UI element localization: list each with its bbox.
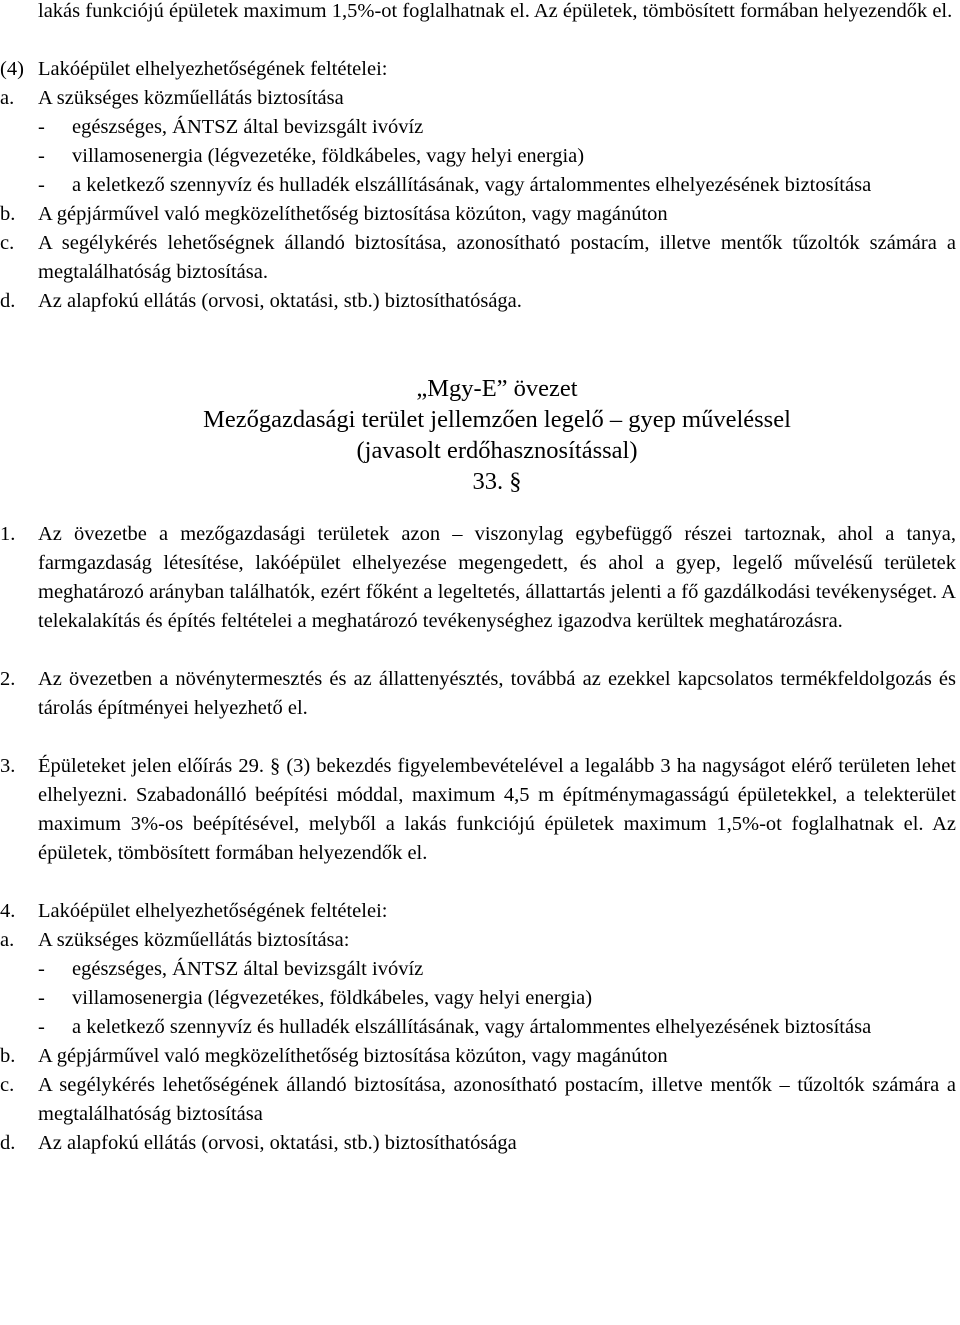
dash-item xyxy=(38,142,956,171)
list-label: b. xyxy=(0,1045,16,1067)
point-title: Lakóépület elhelyezhetőségének feltételei: xyxy=(38,58,388,80)
list-item-b xyxy=(0,200,956,229)
list-text: A szükséges közműellátás biztosítása: xyxy=(38,929,350,951)
dash-text: egészséges, ÁNTSZ által bevizsgált ivóvíz xyxy=(72,958,424,980)
point-label: (4) xyxy=(0,58,24,80)
list-label: d. xyxy=(0,290,16,312)
dash-marker: - xyxy=(38,145,45,167)
list-item-c xyxy=(0,229,956,287)
paragraph-continuation: lakás funkciójú épületek maximum 1,5%-ot foglalhatnak el. Az épületek, tömbösített formában helyezendők el. xyxy=(38,0,953,22)
list-item-d xyxy=(0,287,956,316)
list-label: a. xyxy=(0,929,15,951)
list-item-b xyxy=(0,1042,956,1071)
section-3 xyxy=(0,752,956,868)
section-1 xyxy=(0,520,956,636)
list-item-c xyxy=(0,1071,956,1129)
dash-text: egészséges, ÁNTSZ által bevizsgált ivóvíz xyxy=(72,116,424,138)
dash-marker: - xyxy=(38,987,45,1009)
list-text: Az alapfokú ellátás (orvosi, oktatási, stb.) biztosíthatósága xyxy=(38,1132,517,1154)
dash-text: villamosenergia (légvezetékes, földkábeles, vagy helyi energia) xyxy=(72,987,593,1009)
paragraph-number: 33. § xyxy=(472,468,522,495)
section-text: Épületeket jelen előírás 29. § (3) bekezdés figyelembevételével a legalább 3 ha nagyságot elérő területen lehet elhelyezni. Szabadonálló beépítési móddal, maximum 4,5 m építménymagasságú épületekkel, a telekterület maximum 3%-os beépítésével, melyből a lakás funkciójú épületek maximum 1,5%-ot foglalhatnak el. Az épületek, tömbösített formában helyezendők el. xyxy=(38,755,956,864)
dash-item xyxy=(38,955,956,984)
section-number: 2. xyxy=(0,668,16,690)
dash-marker: - xyxy=(38,174,45,196)
section-title: Lakóépület elhelyezhetőségének feltételei: xyxy=(38,900,388,922)
list-label: c. xyxy=(0,1074,15,1096)
section-heading xyxy=(38,373,956,497)
section-number: 4. xyxy=(0,900,16,922)
section-4-heading xyxy=(0,897,956,926)
zone-subtitle: Mezőgazdasági terület jellemzően legelő – gyep műveléssel xyxy=(203,406,791,433)
section-text: Az övezetbe a mezőgazdasági területek azon – viszonylag egybefüggő részei tartoznak, ahol a tanya, farmgazdaság létesítése, lakóépület elhelyezése megengedett, és ahol a gyep, legelő művelésű területek meghatározó arányban találhatók, ezért főként a legeltetés, állattartás jelenti a fő gazdálkodási tevékenységet. A telekalakítás és építés feltételei a meghatározó tevékenységhez igazodva kerültek meghatározásra. xyxy=(38,523,956,632)
dash-marker: - xyxy=(38,1016,45,1038)
dash-item xyxy=(38,171,956,200)
list-label: c. xyxy=(0,232,15,254)
dash-marker: - xyxy=(38,958,45,980)
list-text: A gépjárművel való megközelíthetőség biztosítása közúton, vagy magánúton xyxy=(38,203,668,225)
list-text: A segélykérés lehetőségnek állandó biztosítása, azonosítható postacím, illetve mentők tűzoltók számára a megtalálhatóság biztosítása. xyxy=(38,232,956,283)
zone-note: (javasolt erdőhasznosítással) xyxy=(356,437,638,464)
dash-item xyxy=(38,113,956,142)
list-item-d xyxy=(0,1129,956,1158)
list-label: a. xyxy=(0,87,15,109)
section-number: 1. xyxy=(0,523,16,545)
point-4-heading xyxy=(0,55,956,84)
list-item-a xyxy=(0,84,956,113)
dash-item xyxy=(38,984,956,1013)
zone-title: „Mgy-E” övezet xyxy=(416,375,578,402)
dash-item xyxy=(38,1013,956,1042)
list-text: Az alapfokú ellátás (orvosi, oktatási, stb.) biztosíthatósága. xyxy=(38,290,522,312)
dash-text: a keletkező szennyvíz és hulladék elszállításának, vagy ártalommentes elhelyezésének biztosítása xyxy=(72,174,872,196)
section-text: Az övezetben a növénytermesztés és az állattenyésztés, továbbá az ezekkel kapcsolatos termékfeldolgozás és tárolás építményei helyezhető el. xyxy=(38,668,956,719)
list-text: A gépjárművel való megközelíthetőség biztosítása közúton, vagy magánúton xyxy=(38,1045,668,1067)
list-item-a xyxy=(0,926,956,955)
list-label: b. xyxy=(0,203,16,225)
list-label: d. xyxy=(0,1132,16,1154)
dash-text: villamosenergia (légvezetéke, földkábeles, vagy helyi energia) xyxy=(72,145,585,167)
list-text: A szükséges közműellátás biztosítása xyxy=(38,87,344,109)
list-text: A segélykérés lehetőségének állandó biztosítása, azonosítható postacím, illetve mentők – tűzoltók számára a megtalálhatóság biztosítása xyxy=(38,1074,956,1125)
section-number: 3. xyxy=(0,755,16,777)
section-2 xyxy=(0,665,956,723)
dash-marker: - xyxy=(38,116,45,138)
dash-text: a keletkező szennyvíz és hulladék elszállításának, vagy ártalommentes elhelyezésének biztosítása xyxy=(72,1016,872,1038)
